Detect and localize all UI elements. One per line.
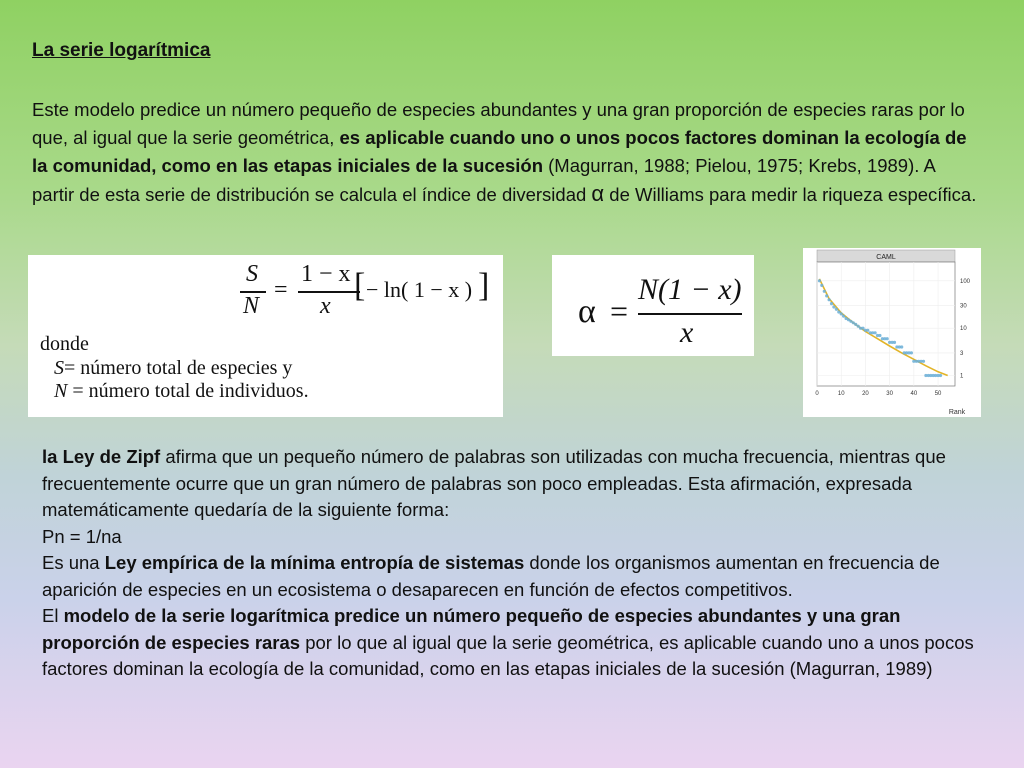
data-point [820, 284, 823, 287]
formula-bracket-close: ] [478, 267, 490, 304]
data-point [842, 315, 845, 318]
entropy-bold: Ley empírica de la mínima entropía de sistemas [104, 552, 525, 573]
data-point [823, 290, 826, 293]
y-tick-label: 1 [960, 373, 964, 380]
y-tick-label: 30 [960, 303, 967, 310]
intro-text-2: (Magurran, 1988; Pielou, 1975; Krebs, 1989). A partir de esta serie de distribución se calcula el índice de diversidad [32, 155, 935, 205]
data-point [818, 279, 821, 282]
alpha-formula-image [552, 255, 754, 356]
entropy-text: donde los organismos aumentan en frecuencia de aparición de especies en un ecosistema o desaparecen en función de efectos competitivos. [42, 552, 940, 600]
x-tick-label: 0 [815, 391, 819, 397]
intro-text-3: de Williams para medir la riqueza específica. [604, 184, 977, 205]
formula-s-definition: S= número total de especies y [54, 357, 293, 379]
alpha-symbol: α [591, 181, 605, 206]
chart-title: CAML [876, 254, 896, 261]
alpha-formula-fraction-line [638, 313, 742, 315]
formula-x-denominator: x [320, 293, 331, 319]
data-point [825, 294, 828, 297]
formula-equals: = [274, 277, 288, 303]
x-tick-label: 40 [910, 391, 918, 397]
data-point [866, 329, 869, 332]
formula-n-denominator: N [243, 293, 260, 319]
y-tick-label: 10 [960, 326, 967, 333]
zipf-formula: Pn = 1/na [42, 525, 122, 547]
intro-paragraph [32, 96, 982, 209]
alpha-formula-denominator: x [680, 316, 694, 349]
data-point [861, 327, 864, 330]
intro-bold-text: es aplicable cuando uno o unos pocos factores dominan la ecología de la comunidad, como en las etapas iniciales de la sucesión [32, 127, 967, 176]
zipf-bold: la Ley de Zipf [42, 446, 161, 467]
data-point [828, 298, 831, 301]
x-tick-label: 20 [862, 391, 869, 397]
formula-n-definition: N = número total de individuos. [54, 380, 309, 402]
zipf-paragraph [42, 444, 982, 524]
x-tick-label: 10 [837, 391, 845, 397]
log-series-formula-image [28, 255, 503, 417]
chart-svg [803, 248, 981, 417]
data-point [893, 341, 896, 344]
log-series-pre: El [42, 605, 64, 626]
formula-one-minus-x: 1 − x [301, 261, 351, 287]
log-series-text: por lo que al igual que la serie geométrica, es aplicable cuando uno a unos pocos factores dominan la ecología de la comunidad, como en las etapas iniciales de la sucesión (Magurran, 1989) [42, 631, 974, 679]
zipf-text: afirma que un pequeño número de palabras son utilizadas con mucha frecuencia, mientras que frecuentemente ocurre que un gran número de palabras son poco empleadas. Esta afirmación, expresada matemáticamente quedaría de la siguiente forma: [42, 446, 946, 520]
data-point [840, 312, 843, 315]
data-point [830, 302, 833, 305]
chart-x-axis-label: Rank [948, 409, 966, 416]
data-point [874, 331, 877, 334]
formula-s-numerator: S [246, 261, 258, 287]
data-point [900, 345, 903, 348]
intro-text-1: Este modelo predice un número pequeño de especies abundantes y una gran proporción de especies raras por lo que, al igual que la serie geométrica, [32, 99, 965, 148]
data-point [910, 351, 913, 354]
y-tick-label: 100 [960, 278, 971, 285]
slide-title: La serie logarítmica [32, 40, 211, 61]
alpha-formula-equals: = [610, 293, 629, 329]
formula-donde: donde [40, 333, 89, 355]
zipf-section [42, 444, 982, 683]
log-series-paragraph [42, 603, 982, 683]
caml-rank-abundance-chart [803, 248, 981, 417]
x-tick-label: 30 [886, 391, 893, 397]
data-point [835, 308, 838, 311]
alpha-formula-alpha: α [578, 293, 596, 330]
entropy-pre: Es una [42, 552, 105, 573]
data-point [922, 360, 925, 363]
log-series-bold: modelo de la serie logarítmica predice un número pequeño de especies abundantes y una gran proporción de especies raras [42, 605, 901, 653]
alpha-formula-numerator: N(1 − x) [638, 273, 742, 306]
formula-ln-term: − ln( 1 − x ) [366, 277, 473, 302]
data-point [886, 337, 889, 340]
x-tick-label: 50 [934, 391, 942, 397]
formula-bracket-open: [ [354, 267, 366, 304]
data-point [939, 374, 942, 377]
data-point [832, 305, 835, 308]
data-point [878, 334, 881, 337]
entropy-paragraph [42, 550, 982, 603]
y-tick-label: 3 [960, 350, 964, 357]
